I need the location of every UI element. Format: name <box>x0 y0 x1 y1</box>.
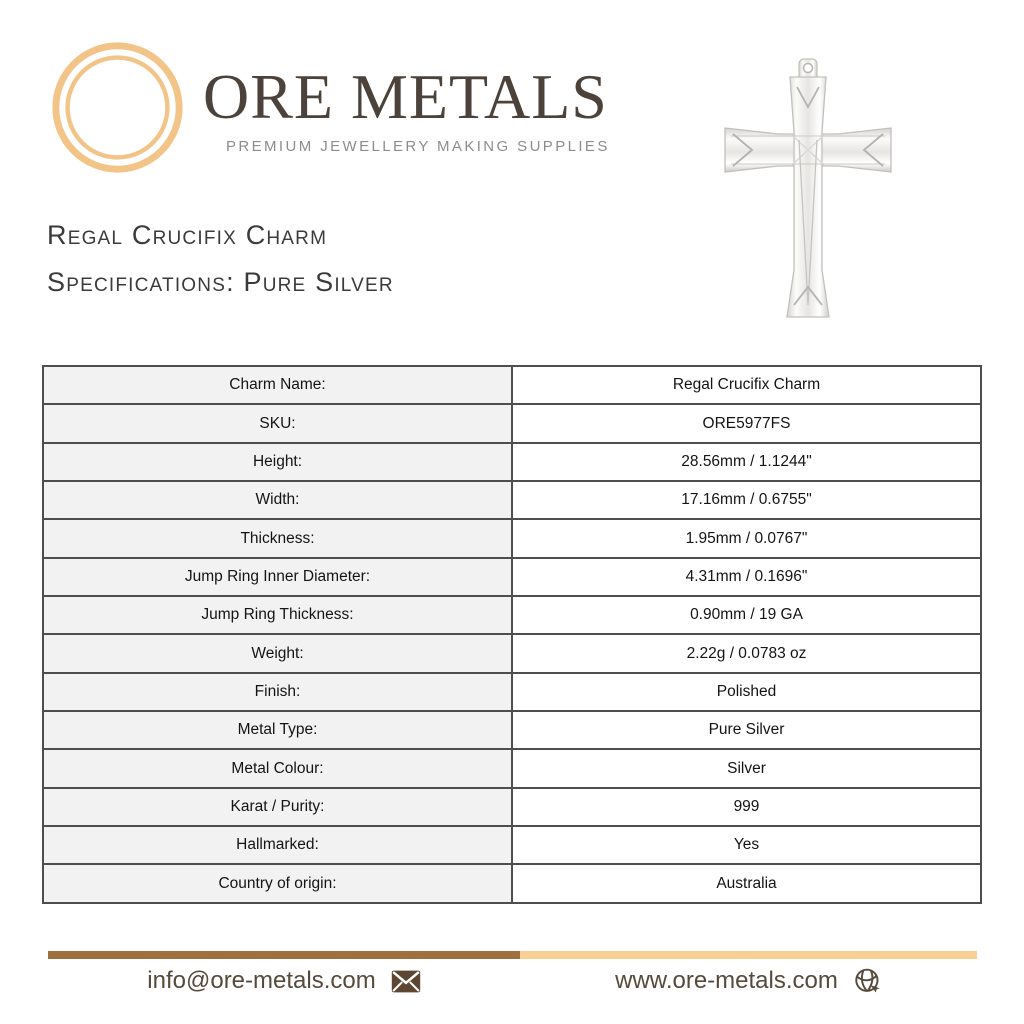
spec-value: Regal Crucifix Charm <box>512 366 981 404</box>
spec-label: Height: <box>43 443 512 481</box>
envelope-icon <box>391 970 421 993</box>
spec-label: Finish: <box>43 673 512 711</box>
website-link[interactable] <box>520 961 977 1001</box>
spec-value: 17.16mm / 0.6755" <box>512 481 981 519</box>
table-row <box>43 711 981 749</box>
table-row <box>43 481 981 519</box>
double-ring-icon <box>49 39 186 176</box>
page-subtitle: Specifications: Pure Silver <box>47 267 394 297</box>
spec-label: Hallmarked: <box>43 826 512 864</box>
email-text: info@ore-metals.com <box>147 967 376 994</box>
spec-label: Width: <box>43 481 512 519</box>
spec-label: Metal Type: <box>43 711 512 749</box>
spec-label: Metal Colour: <box>43 749 512 787</box>
table-row <box>43 596 981 634</box>
spec-label: Country of origin: <box>43 864 512 903</box>
divider-tan-segment <box>520 951 977 959</box>
table-row <box>43 864 981 903</box>
crucifix-charm-image <box>700 55 915 330</box>
table-row <box>43 366 981 404</box>
spec-label: Jump Ring Inner Diameter: <box>43 558 512 596</box>
table-row <box>43 519 981 557</box>
spec-value: Polished <box>512 673 981 711</box>
spec-value: 999 <box>512 788 981 826</box>
spec-value: 1.95mm / 0.0767" <box>512 519 981 557</box>
spec-table <box>42 365 982 904</box>
spec-label: Weight: <box>43 634 512 672</box>
spec-value: 4.31mm / 0.1696" <box>512 558 981 596</box>
spec-label: Charm Name: <box>43 366 512 404</box>
brand-name: ORE METALS <box>203 61 608 132</box>
brand-tagline: PREMIUM JEWELLERY MAKING SUPPLIES <box>226 138 610 155</box>
table-row <box>43 634 981 672</box>
spec-value: Yes <box>512 826 981 864</box>
table-row <box>43 749 981 787</box>
email-link[interactable] <box>48 961 520 1001</box>
spec-value: 28.56mm / 1.1244" <box>512 443 981 481</box>
spec-label: Thickness: <box>43 519 512 557</box>
spec-value: 0.90mm / 19 GA <box>512 596 981 634</box>
spec-label: Karat / Purity: <box>43 788 512 826</box>
spec-value: Pure Silver <box>512 711 981 749</box>
table-row <box>43 788 981 826</box>
globe-icon <box>853 967 882 996</box>
table-row <box>43 673 981 711</box>
spec-value: ORE5977FS <box>512 404 981 442</box>
spec-label: Jump Ring Thickness: <box>43 596 512 634</box>
website-text: www.ore-metals.com <box>615 967 838 994</box>
spec-value: 2.22g / 0.0783 oz <box>512 634 981 672</box>
table-row <box>43 826 981 864</box>
footer <box>48 961 977 1001</box>
divider-brown-segment <box>48 951 520 959</box>
footer-divider <box>48 951 977 959</box>
table-row <box>43 404 981 442</box>
table-row <box>43 558 981 596</box>
spec-label: SKU: <box>43 404 512 442</box>
spec-value: Australia <box>512 864 981 903</box>
page-title: Regal Crucifix Charm <box>47 220 328 250</box>
table-row <box>43 443 981 481</box>
spec-value: Silver <box>512 749 981 787</box>
